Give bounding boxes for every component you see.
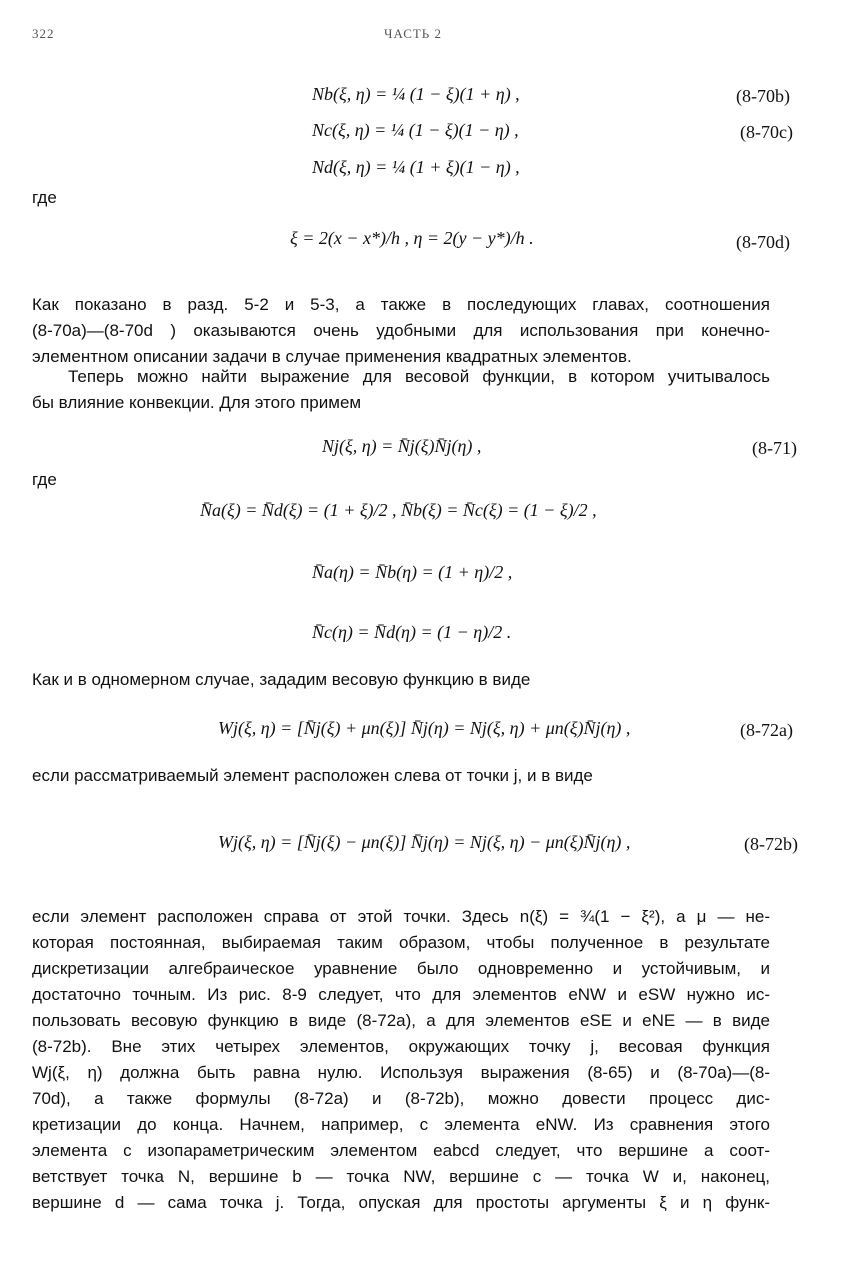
equation-number-8-70c: (8-70c): [740, 122, 793, 142]
paragraph-line: бы влияние конвекции. Для этого примем: [32, 393, 362, 412]
equation-number-8-70b: (8-70b): [736, 86, 790, 106]
paragraph-line: если элемент расположен справа от этой точки. Здесь n(ξ) = ¾(1 − ξ²), а μ — не-: [32, 907, 770, 926]
paragraph-5: [32, 904, 770, 1216]
equation-8-70d: ξ = 2(x − x*)/h , η = 2(y − y*)/h .: [290, 228, 534, 248]
equation-8-70c: Nc(ξ, η) = ¼ (1 − ξ)(1 − η) ,: [312, 120, 519, 140]
paragraph-line: (8-72b). Вне этих четырех элементов, окружающих точку j, весовая функция: [32, 1037, 770, 1056]
paragraph-line: Теперь можно найти выражение для весовой функции, в котором учитывалось: [68, 367, 770, 386]
paragraph-line: (8-70a)—(8-70d ) оказываются очень удобными для использования при конечно-: [32, 321, 770, 340]
paragraph-line: достаточно точным. Из рис. 8-9 следует, что для элементов eNW и eSW нужно ис-: [32, 985, 770, 1004]
page-number: 322: [32, 26, 55, 41]
paragraph-line: пользовать весовую функцию в виде (8-72a), а для элементов eSE и eNE — в виде: [32, 1011, 770, 1030]
paragraph-line: дискретизации алгебраическое уравнение было одновременно и устойчивым, и: [32, 959, 770, 978]
paragraph-line: ветствует точка N, вершине b — точка NW, вершине c — точка W и, наконец,: [32, 1167, 770, 1186]
running-title: ЧАСТЬ 2: [384, 26, 443, 41]
equation-8-72a: Wj(ξ, η) = [N̄j(ξ) + μn(ξ)] N̄j(η) = Nj(ξ, η) + μn(ξ)N̄j(η) ,: [218, 718, 631, 738]
paragraph-line: кретизации до конца. Начнем, например, с элемента eNW. Из сравнения этого: [32, 1115, 770, 1134]
where-label-1: где: [32, 188, 57, 207]
equation-number-8-71: (8-71): [752, 438, 797, 458]
equation-number-8-70d: (8-70d): [736, 232, 790, 252]
paragraph-line: 70d), а также формулы (8-72a) и (8-72b), можно довести процесс дис-: [32, 1089, 770, 1108]
paragraph-2: [32, 364, 770, 416]
paragraph-1: [32, 292, 770, 370]
paragraph-line: элементном описании задачи в случае применения квадратных элементов.: [32, 347, 632, 366]
equation-8-72b: Wj(ξ, η) = [N̄j(ξ) − μn(ξ)] N̄j(η) = Nj(ξ, η) − μn(ξ)N̄j(η) ,: [218, 832, 631, 852]
paragraph-line: вершине d — сама точка j. Тогда, опуская для простоты аргументы ξ и η функ-: [32, 1193, 770, 1212]
equation-nbar-eta-cd: N̄c(η) = N̄d(η) = (1 − η)/2 .: [312, 622, 512, 642]
paragraph-4: если рассматриваемый элемент расположен слева от точки j, и в виде: [32, 766, 593, 785]
equation-8-71: Nj(ξ, η) = N̄j(ξ)N̄j(η) ,: [322, 436, 482, 456]
equation-number-8-72b: (8-72b): [744, 834, 798, 854]
paragraph-line: которая постоянная, выбираемая таким образом, чтобы полученное в результате: [32, 933, 770, 952]
paragraph-line: элемента с изопараметрическим элементом eabcd следует, что вершине a соот-: [32, 1141, 770, 1160]
equation-nbar-eta-ab: N̄a(η) = N̄b(η) = (1 + η)/2 ,: [312, 562, 513, 582]
equation-8-70b: Nb(ξ, η) = ¼ (1 − ξ)(1 + η) ,: [312, 84, 520, 104]
where-label-2: где: [32, 470, 57, 489]
paragraph-line: Как показано в разд. 5-2 и 5-3, а также в последующих главах, соотношения: [32, 295, 770, 314]
equation-nbar-xi: N̄a(ξ) = N̄d(ξ) = (1 + ξ)/2 , N̄b(ξ) = N̄c(ξ) = (1 − ξ)/2 ,: [200, 500, 597, 520]
paragraph-3: Как и в одномерном случае, зададим весовую функцию в виде: [32, 670, 531, 689]
paragraph-line: Wj(ξ, η) должна быть равна нулю. Используя выражения (8-65) и (8-70a)—(8-: [32, 1063, 770, 1082]
equation-nd: Nd(ξ, η) = ¼ (1 + ξ)(1 − η) ,: [312, 157, 520, 177]
equation-number-8-72a: (8-72a): [740, 720, 793, 740]
